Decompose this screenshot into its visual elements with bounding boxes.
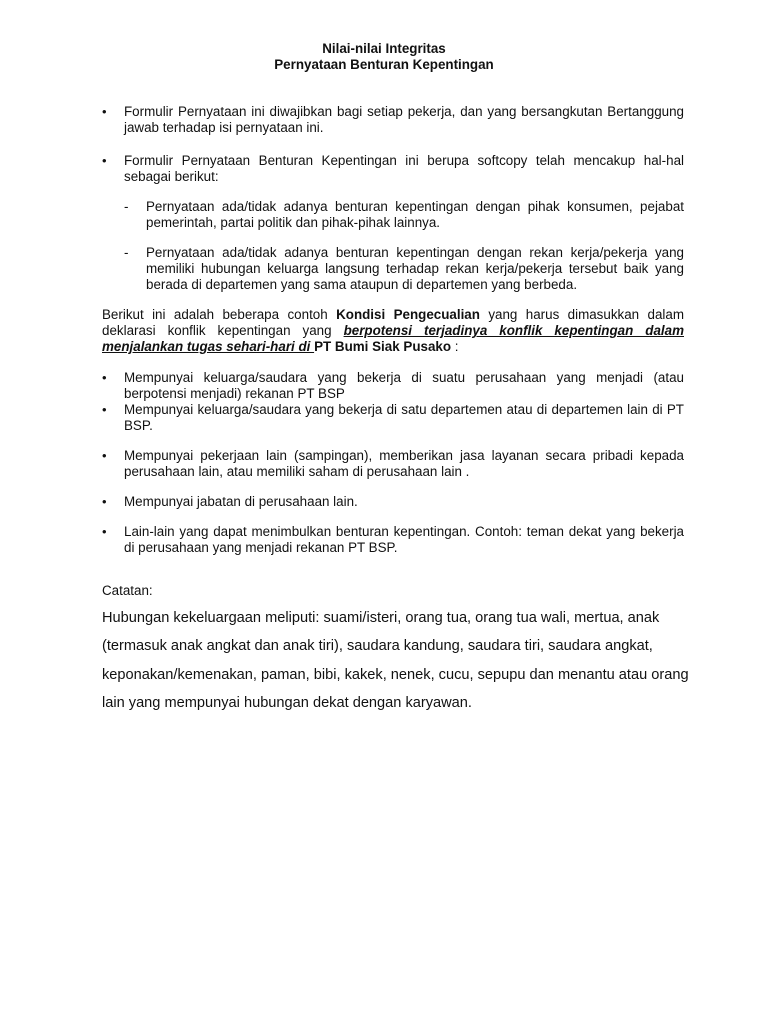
bullet-marker: •	[102, 370, 107, 385]
sub-item	[102, 199, 684, 231]
bullet-marker: •	[102, 104, 107, 119]
paragraph-text: yang harus dimasukkan dalam deklarasi konflik kepentingan yang	[102, 307, 684, 338]
document-subtitle: Pernyataan Benturan Kepentingan	[274, 57, 494, 72]
intro-bullet-text: Formulir Pernyataan Benturan Kepentingan ini berupa softcopy telah mencakup hal-hal sebagai berikut:	[124, 153, 684, 184]
document-body	[102, 104, 689, 718]
dash-marker: -	[124, 199, 129, 214]
condition-text: Mempunyai pekerjaan lain (sampingan), memberikan jasa layanan secara pribadi kepada perusahaan lain, atau memiliki saham di perusahaan lain .	[124, 448, 684, 479]
company-name: PT Bumi Siak Pusako	[314, 339, 452, 354]
intro-bullet	[102, 153, 684, 185]
condition-text: Mempunyai keluarga/saudara yang bekerja di satu departemen atau di departemen lain di PT BSP.	[124, 402, 684, 433]
sub-item-text: Pernyataan ada/tidak adanya benturan kepentingan dengan rekan kerja/pekerja yang memiliki hubungan keluarga langsung terhadap rekan kerja/pekerja tersebut baik yang berada di departemen yang sama ataupun di departemen yang berbeda.	[146, 245, 684, 292]
dash-marker: -	[124, 245, 129, 260]
condition-item	[102, 402, 684, 434]
sub-item	[102, 245, 684, 293]
condition-item	[102, 448, 684, 480]
bullet-marker: •	[102, 524, 107, 539]
paragraph-text: Berikut ini adalah beberapa contoh	[102, 307, 337, 322]
paragraph-text: :	[451, 339, 459, 354]
intro-bullet	[102, 104, 684, 136]
condition-item	[102, 524, 684, 556]
paragraph-bold-term: Kondisi Pengecualian	[336, 307, 480, 322]
condition-text: Lain-lain yang dapat menimbulkan benturan kepentingan. Contoh: teman dekat yang bekerja di perusahaan yang menjadi rekanan PT BSP.	[124, 524, 684, 555]
bullet-marker: •	[102, 494, 107, 509]
exception-paragraph	[102, 307, 684, 355]
bullet-marker: •	[102, 402, 107, 417]
sub-item-text: Pernyataan ada/tidak adanya benturan kepentingan dengan pihak konsumen, pejabat pemerintah, partai politik dan pihak-pihak lainnya.	[146, 199, 684, 230]
condition-text: Mempunyai keluarga/saudara yang bekerja di suatu perusahaan yang menjadi (atau berpotensi menjadi) rekanan PT BSP	[124, 370, 684, 401]
condition-item	[102, 370, 684, 402]
condition-text: Mempunyai jabatan di perusahaan lain.	[124, 494, 358, 509]
condition-item	[102, 494, 684, 510]
bullet-marker: •	[102, 153, 107, 168]
notes-title: Catatan:	[102, 583, 153, 598]
intro-bullet-text: Formulir Pernyataan ini diwajibkan bagi setiap pekerja, dan yang bersangkutan Bertanggung jawab terhadap isi pernyataan ini.	[124, 104, 684, 135]
bullet-marker: •	[102, 448, 107, 463]
notes-body: Hubungan kekeluargaan meliputi: suami/isteri, orang tua, orang tua wali, mertua, anak (termasuk anak angkat dan anak tiri), saudara kandung, saudara tiri, saudara angkat, keponakan/kemenakan, paman, bibi, kakek, nenek, cucu, sepupu dan menantu atau orang lain yang mempunyai hubungan dekat dengan karyawan.	[102, 610, 689, 712]
document-header	[0, 41, 768, 73]
document-title: Nilai-nilai Integritas	[322, 41, 446, 56]
paragraph-emphasis: berpotensi terjadinya konflik kepentingan dalam menjalankan tugas sehari-hari di	[102, 323, 684, 354]
